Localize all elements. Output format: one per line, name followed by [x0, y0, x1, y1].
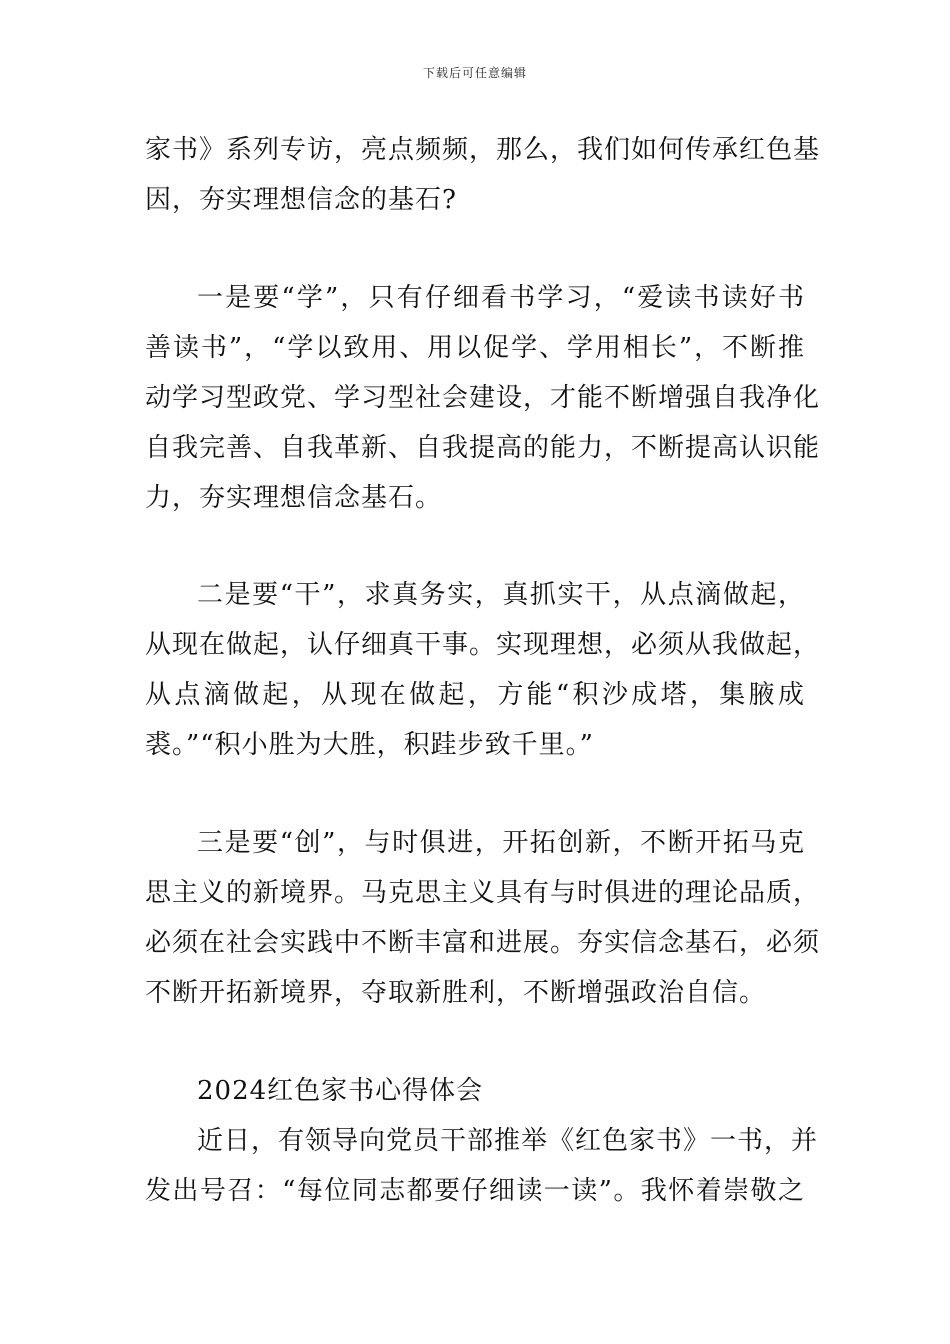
paragraph-1-line-1: 家书》系列专访，亮点频频，那么，我们如何传承红色基 [145, 135, 821, 165]
page-header: 下载后可任意编辑 [422, 66, 527, 80]
paragraph-4-line-4: 不断开拓新境界，夺取新胜利，不断增强政治自信。 [145, 978, 767, 1008]
paragraph-3-line-1: 二是要“干”，求真务实，真抓实干，从点滴做起， [197, 580, 805, 610]
paragraph-2-line-1: 一是要“学”，只有仔细看书学习，“爱读书读好书 [197, 283, 805, 313]
paragraph-5-line-1: 近日，有领导向党员干部推举《红色家书》一书，并 [197, 1126, 819, 1156]
paragraph-2-line-3: 动学习型政党、学习型社会建设，才能不断增强自我净化 [145, 383, 821, 413]
paragraph-2-line-2: 善读书”，“学以致用、用以促学、学用相长”，不断推 [145, 333, 805, 363]
paragraph-4-line-1: 三是要“创”，与时俱进，开拓创新，不断开拓马克 [197, 828, 805, 858]
paragraph-3-line-4: 裘。”“积小胜为大胜，积跬步致千里。” [145, 730, 594, 760]
paragraph-1-line-2: 因，夯实理想信念的基石? [145, 185, 457, 215]
section-title: 2024红色家书心得体会 [197, 1076, 484, 1106]
paragraph-4-line-3: 必须在社会实践中不断丰富和进展。夯实信念基石，必须 [145, 928, 821, 958]
paragraph-2-line-4: 自我完善、自我革新、自我提高的能力，不断提高认识能 [145, 433, 821, 463]
paragraph-3-line-3: 从点滴做起，从现在做起，方能“积沙成塔，集腋成 [145, 680, 805, 710]
paragraph-5-line-2: 发出号召：“每位同志都要仔细读一读”。我怀着崇敬之 [145, 1176, 805, 1206]
paragraph-3-line-2: 从现在做起，认仔细真干事。实现理想，必须从我做起， [145, 630, 821, 660]
paragraph-2-line-5: 力，夯实理想信念基石。 [145, 483, 443, 513]
paragraph-4-line-2: 思主义的新境界。马克思主义具有与时俱进的理论品质， [145, 878, 821, 908]
